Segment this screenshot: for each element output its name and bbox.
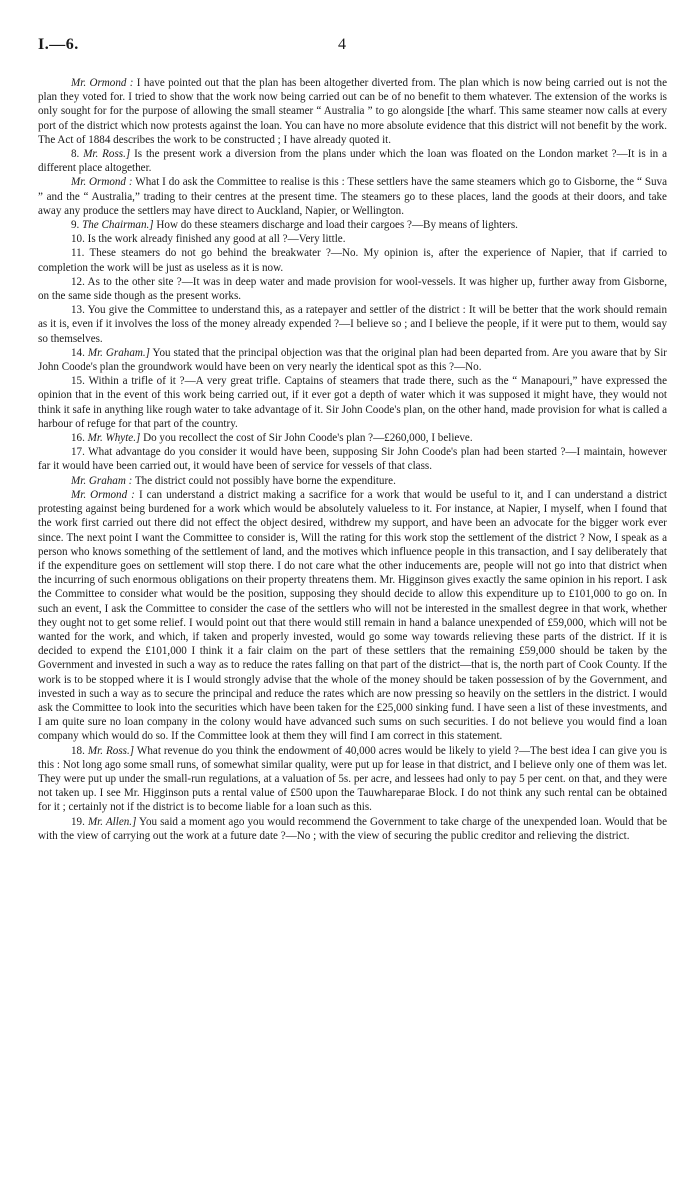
- speaker-name: Mr. Ormond :: [71, 488, 135, 501]
- paragraph-text: What I do ask the Committee to realise is this : These settlers have the same steamers which go to Gisborne, the “ Suva ” and the “ Australia,” trading to their centres at the present time. The steamers go to these places, land the goods at their doors, and take away any produce the settlers may have direct to Auckland, Napier, or Wellington.: [38, 176, 668, 217]
- paragraph: [38, 445, 667, 473]
- paragraph: [38, 744, 667, 815]
- paragraph-text: You said a moment ago you would recommend the Government to take charge of the unexpended loan. Would that be with the view of carrying out the work at a future date ?—No ; with the view of securing the public creditor and relieving the district.: [38, 815, 667, 842]
- paragraph-text: 12. As to the other site ?—It was in deep water and made provision for wool-vessels. It was higher up, further away from Gisborne, on the same side though as the present works.: [38, 275, 667, 303]
- paragraph-text: Is the present work a diversion from the plans under which the loan was floated on the London market ?—It is in a different place altogether.: [38, 148, 667, 175]
- paragraph-text: Do you recollect the cost of Sir John Coode's plan ?—£260,000, I believe.: [140, 432, 473, 445]
- question-number: 18.: [71, 744, 88, 757]
- paragraph-text: 11. These steamers do not go behind the breakwater ?—No. My opinion is, after the experience of Napier, that if carried to completion the work will be just as useless as it is now.: [38, 247, 667, 274]
- paragraph: [38, 474, 667, 488]
- question-number: 16.: [71, 432, 88, 445]
- speaker-name: Mr. Whyte.]: [87, 432, 141, 445]
- paragraph: [38, 76, 667, 147]
- question-number: 19.: [71, 815, 88, 828]
- paragraph-text: You stated that the principal objection was that the original plan had been departed from. Are you aware that by Sir John Coode's plan the groundwork would have been on very nearly the identical spot as this ?—No.: [38, 346, 667, 374]
- paragraph: [38, 147, 667, 175]
- question-number: 9.: [71, 219, 83, 232]
- paragraph-text: The district could not possibly have borne the expenditure.: [132, 474, 396, 487]
- paragraph: [38, 232, 667, 246]
- paragraph-text: I can understand a district making a sacrifice for a work that would be useful to it, and I can understand a district protesting against being burdened for a work which would be absolutely valueless to it. For instance, at Napier, I myself, when I found that the work first carried out there did not effect the object desired, withdrew my support, and have been an advocate for the bigger work ever since. The next point I want the Committee to consider is, Will the rating for this work stop the settlement of the district ? Now, I speak as a person who knows something of the settlement of land, and the motives which influence people in this transaction, and I say deliberately that if the expenditure goes on settlement will stop there. I do not care what the other inducements are, people will not go into that district when the incurring of such enormous obligations on their property threatens them. Mr. Higginson gives exactly the same opinion in his report. I ask the Committee to consider what would be the position, supposing they should decide to allow this expenditure up to £101,000 to go on. In such an event, I ask the Committee to consider the case of the settlers who will not be interested in the smallest degree in that work, whether they ought not to get some relief. I would point out that there would still remain in hand a balance unexpended of £59,000, which will not be wanted for the work, and which, if taken and properly invested, would go some way towards relieving these parts of the district. If it is decided to expend the £101,000 I think it a fair claim on the part of these settlers that the remaining £59,000 should be taken by the Government and invested in such a way as to reduce the rates falling on that part of the district—that is, the north part of Cook County. If the work is to be stopped where it is I would strongly advise that the whole of the money should be taken possession of by the Government, and invested in such a way as to secure the principal and reduce the rates which are now pressing so heavily on the settlers in the district. I would ask the Committee to look into the securities which have been taken for the £25,000 sinking fund. I have seen a list of these investments, and I am quite sure no loan company in the colony would have advanced such sums on such securities. I do not believe you would find a loan company which would do so. If the Committee look at them they will find I am correct in this statement.: [38, 488, 667, 743]
- speaker-name: Mr. Ross.]: [83, 148, 131, 161]
- paragraph: [38, 374, 667, 431]
- document-body: [38, 76, 667, 843]
- paragraph: [38, 218, 667, 232]
- question-number: 14.: [71, 346, 88, 359]
- paragraph: [38, 488, 667, 744]
- question-number: 8.: [71, 148, 84, 161]
- paragraph-text: 10. Is the work already finished any good at all ?—Very little.: [71, 233, 346, 246]
- paragraph-text: 13. You give the Committee to understand this, as a ratepayer and settler of the district : It will be better that the work should remain as it is, even if it involves the loss of the money already expended ?—I believe so ; and I believe the people, if it were put to them, would say so themselves.: [38, 304, 667, 345]
- paragraph: [38, 275, 667, 303]
- speaker-name: Mr. Ormond :: [71, 77, 134, 89]
- paragraph: [38, 815, 667, 843]
- paragraph: [38, 175, 667, 218]
- page-header: [38, 36, 667, 62]
- speaker-name: Mr. Graham :: [71, 474, 133, 487]
- document-reference: I.—6.: [38, 36, 79, 53]
- paragraph-text: 17. What advantage do you consider it would have been, supposing Sir John Coode's plan had been started ?—I maintain, however far it would have been carried out, it would have been of service for vessels of that class.: [38, 446, 667, 473]
- paragraph: [38, 246, 667, 274]
- speaker-name: Mr. Ormond :: [71, 176, 133, 189]
- page-number: 4: [338, 36, 346, 53]
- speaker-name: The Chairman.]: [82, 219, 154, 232]
- speaker-name: Mr. Ross.]: [87, 744, 135, 757]
- paragraph-text: I have pointed out that the plan has been altogether diverted from. The plan which is now being carried out is not the plan they voted for. I tried to show that the work now being carried out can be of no benefit to them whatever. The extension of the works is only sought for for the purpose of allowing the small steamer “ Australia ” to go alongside [the wharf. This same steamer now calls at every port of the district which now protests against the loan. You can have no more absolute evidence that this district will not benefit by the work. The Act of 1884 describes the work to be constructed ; I have already quoted it.: [38, 77, 668, 146]
- speaker-name: Mr. Allen.]: [87, 815, 137, 828]
- paragraph: [38, 346, 667, 374]
- paragraph: [38, 431, 667, 445]
- paragraph: [38, 303, 667, 346]
- paragraph-text: 15. Within a trifle of it ?—A very great trifle. Captains of steamers that trade there, such as the “ Manapouri,” have expressed the opinion that in the event of this work being carried out, if it ever got a depth of water which it was supposed it might have, they would not think it safe in anything like rough water to take advantage of it. Sir John Coode's plan, on the other hand, made provision for what is called a harbour of refuge for that part of the country.: [38, 375, 667, 430]
- paragraph-text: What revenue do you think the endowment of 40,000 acres would be likely to yield ?—The best idea I can give you is this : Not long ago some small runs, of somewhat similar quality, were put up for lease in that district, and I believe only one of them was let. They were put up under the small-run regulations, at a valuation of 5s. per acre, and lessees had only to pay 5 per cent. on that, and they were not taken up. I see Mr. Higginson puts a rental value of £500 upon the Tauwhareparae Block. I do not think any such rental can be obtained for it ; certainly not if the district is to become liable for a loan such as this.: [38, 744, 667, 814]
- paragraph-text: How do these steamers discharge and load their cargoes ?—By means of lighters.: [153, 219, 518, 232]
- speaker-name: Mr. Graham.]: [87, 346, 150, 359]
